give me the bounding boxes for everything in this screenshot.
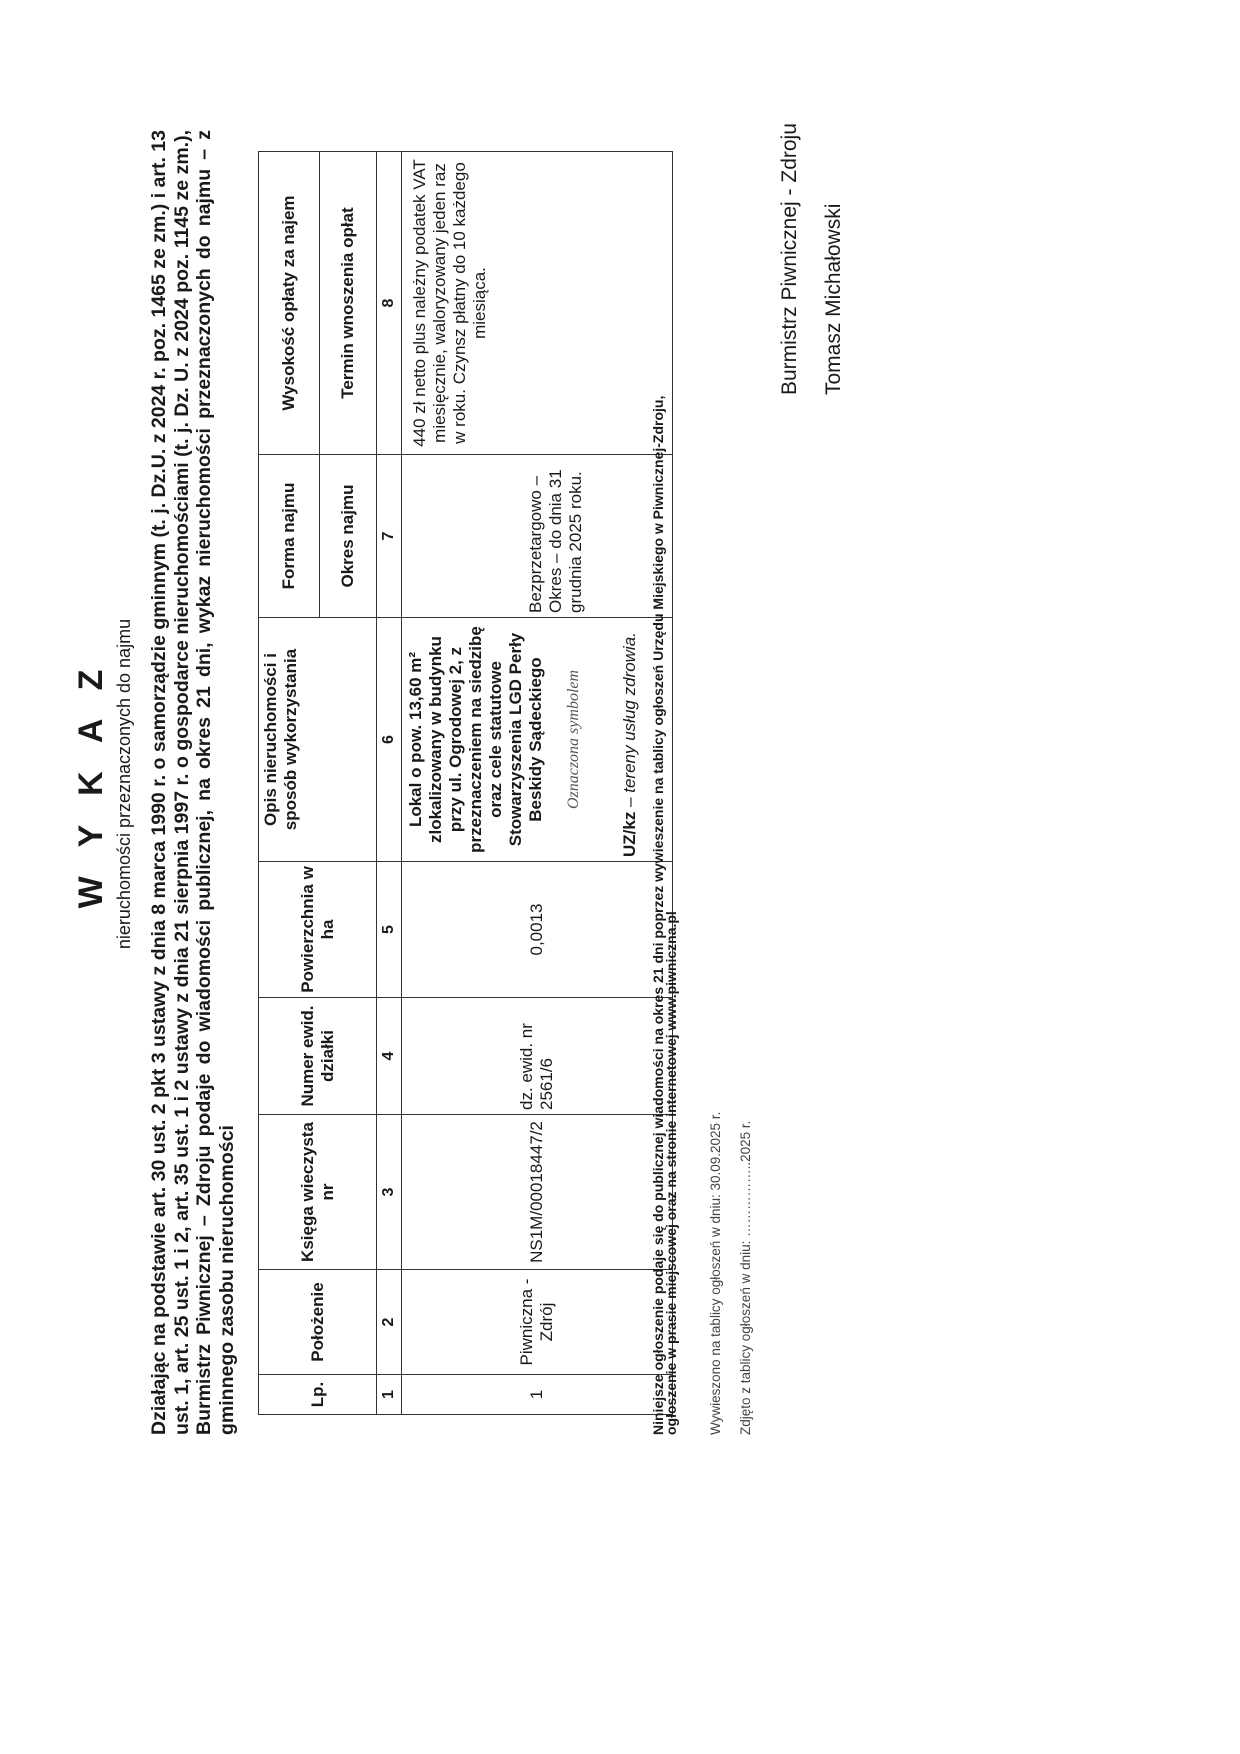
signature-name: Tomasz Michałowski <box>822 203 845 395</box>
intro-paragraph: Działając na podstawie art. 30 ust. 2 pkt 3 ustawy z dnia 8 marca 1990 r. o samorządzie gminnym (t. j. Dz.U. z 2024 r. poz. 1465 ze zm.) i art. 13 ust. 1, art. 25 ust. 1 i 2, art. 35 ust. 1 i 2 ustawy z dnia 21 sierpnia 1997 r. o gospodarce nieruchomościami (t. j. Dz. U. z 2024 poz. 1145 ze zm.), Burmistrz Piwnicznej – Zdroju podaje do wiadomości publicznej, na okres 21 dni, wykaz nieruchomości przeznaczonych do najmu – z gminnego zasobu nieruchomości <box>148 130 238 1435</box>
cell-opis <box>402 618 673 862</box>
col-number: 1 <box>377 1375 402 1415</box>
header-powierzchnia: Powierzchnia w ha <box>259 862 377 998</box>
cell-numer: dz. ewid. nr 2561/6 <box>402 998 673 1115</box>
header-ksiega: Księga wieczysta nr <box>259 1115 377 1270</box>
header-wysokosc: Wysokość opłaty za najem <box>259 152 320 455</box>
col-number: 2 <box>377 1270 402 1375</box>
posted-date: Wywieszono na tablicy ogłoszeń w dniu: 30.09.2025 r. <box>708 1111 723 1435</box>
col-number: 7 <box>377 455 402 618</box>
col-number: 3 <box>377 1115 402 1270</box>
opis-symbol <box>620 622 640 857</box>
header-opis: Opis nieruchomości i sposób wykorzystania <box>259 618 377 862</box>
symbol-description: – tereny usług zdrowia. <box>620 632 639 812</box>
col-number: 6 <box>377 618 402 862</box>
property-table <box>258 151 673 1415</box>
signature-title: Burmistrz Piwnicznej - Zdroju <box>778 123 801 395</box>
cell-oplata: 440 zł netto plus należny podatek VAT miesięcznie, waloryzowany jeden raz w roku. Czynsz płatny do 10 każdego miesiąca. <box>402 152 673 455</box>
footer-note-line2: ogłoszenie w prasie miejscowej oraz na stronie internetowej www.piwniczna.pl <box>663 911 679 1435</box>
cell-forma-okres: Bezprzetargowo – Okres – do dnia 31 grudnia 2025 roku. <box>402 455 673 618</box>
opis-main: Lokal o pow. 13,60 m² zlokalizowany w budynku przy ul. Ogrodowej 2, z przeznaczeniem na siedzibę oraz cele statutowe Stowarzyszenia LGD Perły Beskidy Sądeckiego <box>406 626 545 853</box>
removed-date: Zdjęto z tablicy ogłoszeń w dniu: ……………..2025 r. <box>738 1120 753 1435</box>
header-numer: Numer ewid. działki <box>259 998 377 1115</box>
cell-powierzchnia: 0,0013 <box>402 862 673 998</box>
col-number: 8 <box>377 152 402 455</box>
cell-polozenie: Piwniczna - Zdrój <box>402 1270 673 1375</box>
opis-symbol-label: Oznaczona symbolem <box>565 669 582 810</box>
header-okres: Okres najmu <box>320 455 377 618</box>
symbol-code: UZ/kz <box>620 811 639 857</box>
document-subtitle: nieruchomości przeznaczonych do najmu <box>114 618 134 950</box>
footer-note-line1: Niniejsze ogłoszenie podaje się do publicznej wiadomości na okres 21 dni poprzez wywieszenie na tablicy ogłoszeń Urzędu Miejskiego w Piwnicznej-Zdroju, <box>650 395 666 1435</box>
header-termin: Termin wnoszenia opłat <box>320 152 377 455</box>
column-number-row <box>377 152 402 1415</box>
header-lp: Lp. <box>259 1375 377 1415</box>
footer-note <box>652 396 678 1435</box>
header-row <box>259 152 320 1415</box>
col-number: 4 <box>377 998 402 1115</box>
table-row <box>402 152 673 1415</box>
document-title: W Y K A Z <box>72 659 110 909</box>
cell-ksiega: NS1M/00018447/2 <box>402 1115 673 1270</box>
col-number: 5 <box>377 862 402 998</box>
header-polozenie: Położenie <box>259 1270 377 1375</box>
cell-lp: 1 <box>402 1375 673 1415</box>
header-forma: Forma najmu <box>259 455 320 618</box>
